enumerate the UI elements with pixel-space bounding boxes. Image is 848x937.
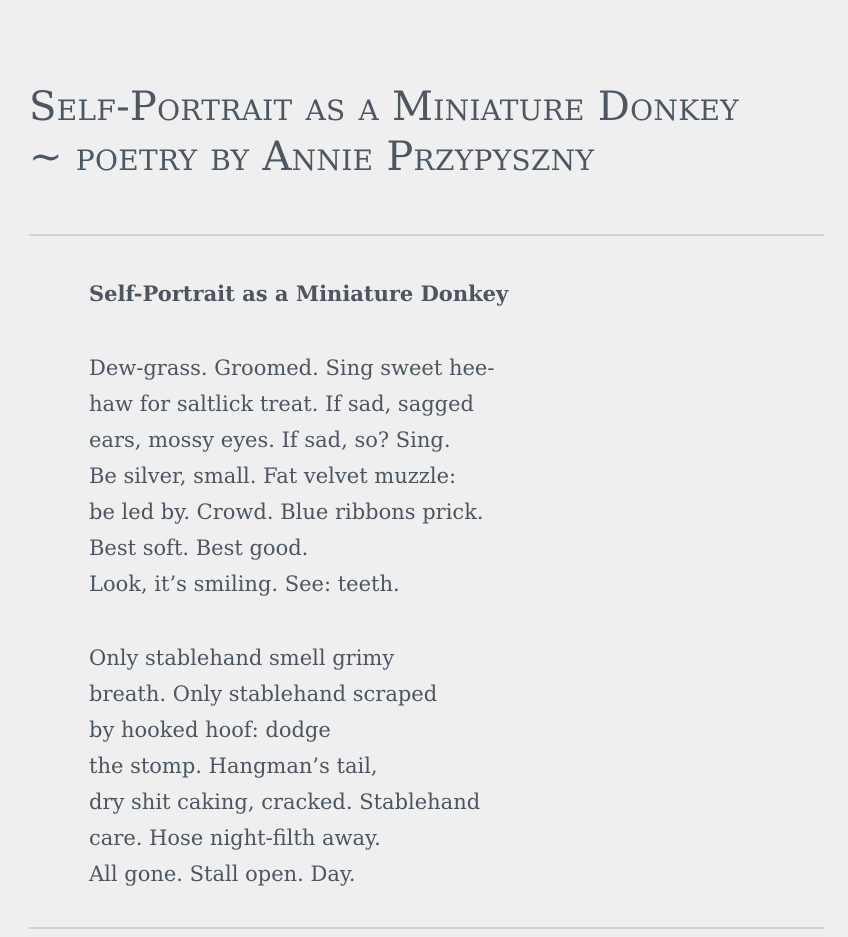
poem-line: care. Hose night-filth away. — [89, 826, 381, 850]
top-divider — [29, 234, 824, 236]
poem-line: Be silver, small. Fat velvet muzzle: — [89, 464, 457, 488]
poem-line: All gone. Stall open. Day. — [89, 862, 356, 886]
bottom-divider — [29, 927, 824, 929]
poem-title: Self-Portrait as a Miniature Donkey — [89, 281, 509, 306]
poem-line: Only stablehand smell grimy — [89, 646, 395, 670]
poem-line: the stomp. Hangman’s tail, — [89, 754, 378, 778]
poem-line: ears, mossy eyes. If sad, so? Sing. — [89, 428, 451, 452]
poem-line: Dew-grass. Groomed. Sing sweet hee- — [89, 356, 495, 380]
stanza-1 — [89, 350, 789, 602]
page-title-line-2: ~ poetry by Annie Przypyszny — [29, 134, 595, 180]
page-title — [29, 82, 829, 182]
page-title-line-1: Self-Portrait as a Miniature Donkey — [29, 84, 739, 130]
poem-line: by hooked hoof: dodge — [89, 718, 331, 742]
poem-line: Look, it’s smiling. See: teeth. — [89, 572, 400, 596]
poem-line: haw for saltlick treat. If sad, sagged — [89, 392, 474, 416]
stanza-2 — [89, 640, 789, 892]
poem-body — [89, 276, 789, 930]
poem-line: Best soft. Best good. — [89, 536, 309, 560]
poem-line: dry shit caking, cracked. Stablehand — [89, 790, 481, 814]
poem-line: breath. Only stablehand scraped — [89, 682, 438, 706]
poem-line: be led by. Crowd. Blue ribbons prick. — [89, 500, 484, 524]
